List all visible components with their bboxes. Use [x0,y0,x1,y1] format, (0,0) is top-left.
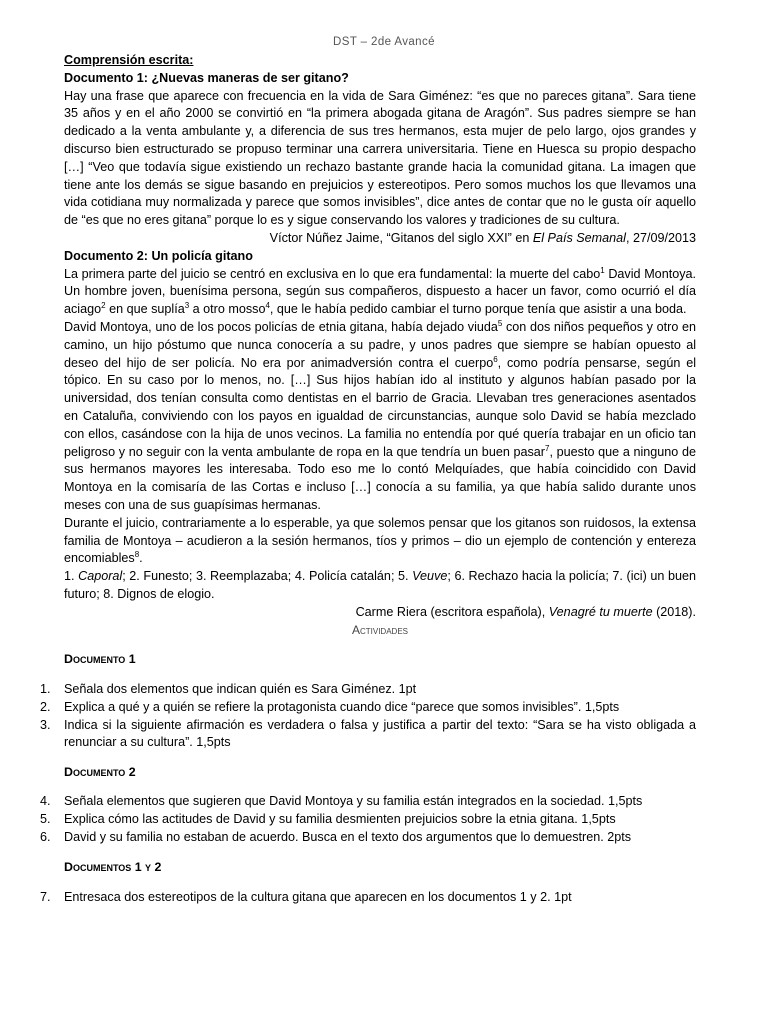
doc1-source-author: Víctor Núñez Jaime, “Gitanos del siglo XXI” en [269,230,533,245]
question-number: 4. [40,794,51,808]
text-run: Caporal [78,569,123,584]
question-item [40,681,696,699]
doc12-heading-label: Documentos 1 y 2 [64,860,162,874]
footnote-mark: 4 [265,301,270,311]
text-run: , como podría pensarse, según el tópico. En su caso por lo menos, no. […] Sus hijos habían ido al instituto y algunos habían pasado por la universidad, dos tenían consulta como dentistas en el barrio de Gracia. Llevaban tres generaciones asentados en Cataluña, conviviendo con los payos en igualdad de circunstancias, aunque solo David se había mezclado con ellos, casándose con la hija de unos vecinos. La familia no entendía por qué quería trabajar en un oficio tan peligroso y no seguir con la venta ambulante de ropa en la que tendría un buen pasar [64,355,696,459]
footnote-mark: 7 [545,443,550,453]
question-number: 2. [40,699,51,714]
question-text: Indica si la siguiente afirmación es verdadera o falsa y justifica a partir del texto: “Sara se ha visto obligada a renunciar a su cultura”. 1,5pts [64,717,696,750]
doc2-paragraph-2 [64,319,696,515]
footnote-mark: 5 [497,318,503,328]
question-item [40,829,696,847]
doc2-source-author: Carme Riera (escritora española), [355,604,549,619]
footnote-mark: 8 [134,550,140,560]
text-run: La primera parte del juicio se centró en exclusiva en lo que era fundamental: la muerte del cabo [64,266,601,281]
question-text: Explica cómo las actitudes de David y su familia desmienten prejuicios sobre la etnia gitana. 1,5pts [64,811,616,826]
question-text: Entresaca dos estereotipos de la cultura gitana que aparecen en los documentos 1 y 2. 1pt [64,890,572,904]
doc1-activities-heading [64,651,696,669]
doc1-title: Documento 1: ¿Nuevas maneras de ser gitano? [64,70,349,85]
page-header: DST – 2de Avancé [333,36,435,48]
text-run: , puesto que a ninguno de sus hermanos mayores les interesaba. Todo eso me lo contó Melquíades, que había coincidido con David Montoya en la comisaría de las Cortas e incluso […] conocía a su familia, ya que había salido durante unos meses con una de sus guapísimas hermanas. [64,444,696,512]
question-number: 6. [40,829,51,844]
doc2-paragraph-1 [64,266,696,319]
question-number: 7. [40,890,51,904]
doc2-heading-label: Documento 2 [64,765,136,779]
footnote-mark: 3 [184,301,190,311]
doc2-title: Documento 2: Un policía gitano [64,248,253,263]
text-run: a otro mosso [189,302,266,317]
text-run: , que le había pedido cambiar el turno porque tenía que asistir a una boda. [269,302,687,317]
doc1-source-date: , 27/09/2013 [625,230,696,245]
text-run: con dos niños pequeños y otro en camino, un hijo póstumo que nunca conocería a su padre, y unos padres que siempre se habían opuesto al deseo del hijo de ser policía. No era por animadversión contra el cuerpo [64,319,696,370]
doc2-questions [40,793,696,846]
question-text: Explica a qué y a quién se refiere la protagonista cuando dice “parece que somos invisibles”. 1,5pts [64,699,620,714]
text-run: Veuve [412,569,448,584]
text-run: Durante el juicio, contrariamente a lo esperable, ya que solemos pensar que los gitanos son ruidosos, la extensa familia de Montoya – acudieron a la sesión hermanos, tíos y primos – dio un ejemplo de contención y entereza encomiables [64,515,696,566]
doc2-activities-heading [64,764,696,782]
question-number: 1. [40,682,51,696]
text-run: ; 2. Funesto; 3. Reemplazaba; 4. Policía catalán; 5. [122,569,413,584]
footnote-mark: 6 [493,354,498,364]
doc1-source [64,230,696,248]
question-text: Señala elementos que sugieren que David Montoya y su familia están integrados en la sociedad. 1,5pts [64,794,643,808]
doc12-questions [40,889,696,907]
doc1-heading-label: Documento 1 [64,652,136,666]
footnote-mark: 2 [101,301,106,311]
text-run: ; 6. Rechazo hacia la policía; 7. (ici) un buen futuro; 8. Dignos de elogio. [64,569,696,601]
question-text: David y su familia no estaban de acuerdo. Busca en el texto dos argumentos que lo demuestren. 2pts [64,829,632,844]
doc12-activities-heading [64,859,696,877]
footnote-mark: 1 [600,265,605,275]
text-run: David Montoya, uno de los pocos policías de etnia gitana, había dejado viuda [64,319,498,334]
question-item [40,811,696,829]
question-number: 3. [40,717,51,732]
reading-section [64,52,696,639]
text-run: en que suplía [105,302,185,317]
question-item [40,793,696,811]
text-run: . [139,551,143,566]
question-item [40,717,696,753]
doc2-source [64,604,696,622]
doc2-source-year: (2018). [652,604,696,619]
text-run: David Montoya. Un hombre joven, buenísima persona, según sus compañeros, dispuesto a hacer un favor, como ocurrió el día aciago [64,266,696,317]
doc1-questions [40,681,696,752]
text-run: 1. [64,569,79,584]
question-text: Señala dos elementos que indican quién es Sara Giménez. 1pt [64,682,417,696]
doc2-footnotes [64,568,696,604]
question-item [40,889,696,907]
activities-heading: Actividades [351,622,408,637]
doc2-source-book: Venagré tu muerte [548,604,653,619]
doc2-paragraph-3 [64,515,696,568]
question-number: 5. [40,811,51,826]
section-title: Comprensión escrita: [64,53,194,67]
doc1-body: Hay una frase que aparece con frecuencia en la vida de Sara Giménez: “es que no pareces gitana”. Sara tiene 35 años y en el año 2000 se convirtió en “la primera abogada gitana de Aragón”. Sus padres siempre se han dedicado a la venta ambulante y, a diferencia de sus tres hermanos, esta mujer de pelo largo, ojos grandes y discurso bien estructurado se propuso terminar una carrera universitaria. Tiene en Huesca su propio despacho […] “Veo que todavía sigue existiendo un rechazo bastante grande hacia la comunidad gitana. La imagen que tiene ante los demás se sigue basando en prejuicios y estereotipos. Pero somos muchos los que llevamos una vida cotidiana muy normalizada y parece que somos invisibles”, dice antes de contar que no le gusta oír aquello de “es que no eres gitana” porque lo es y sigue conservando los valores y tradiciones de su cultura. [64,88,696,228]
doc1-source-publication: El País Semanal [532,230,626,245]
question-item [40,699,696,717]
